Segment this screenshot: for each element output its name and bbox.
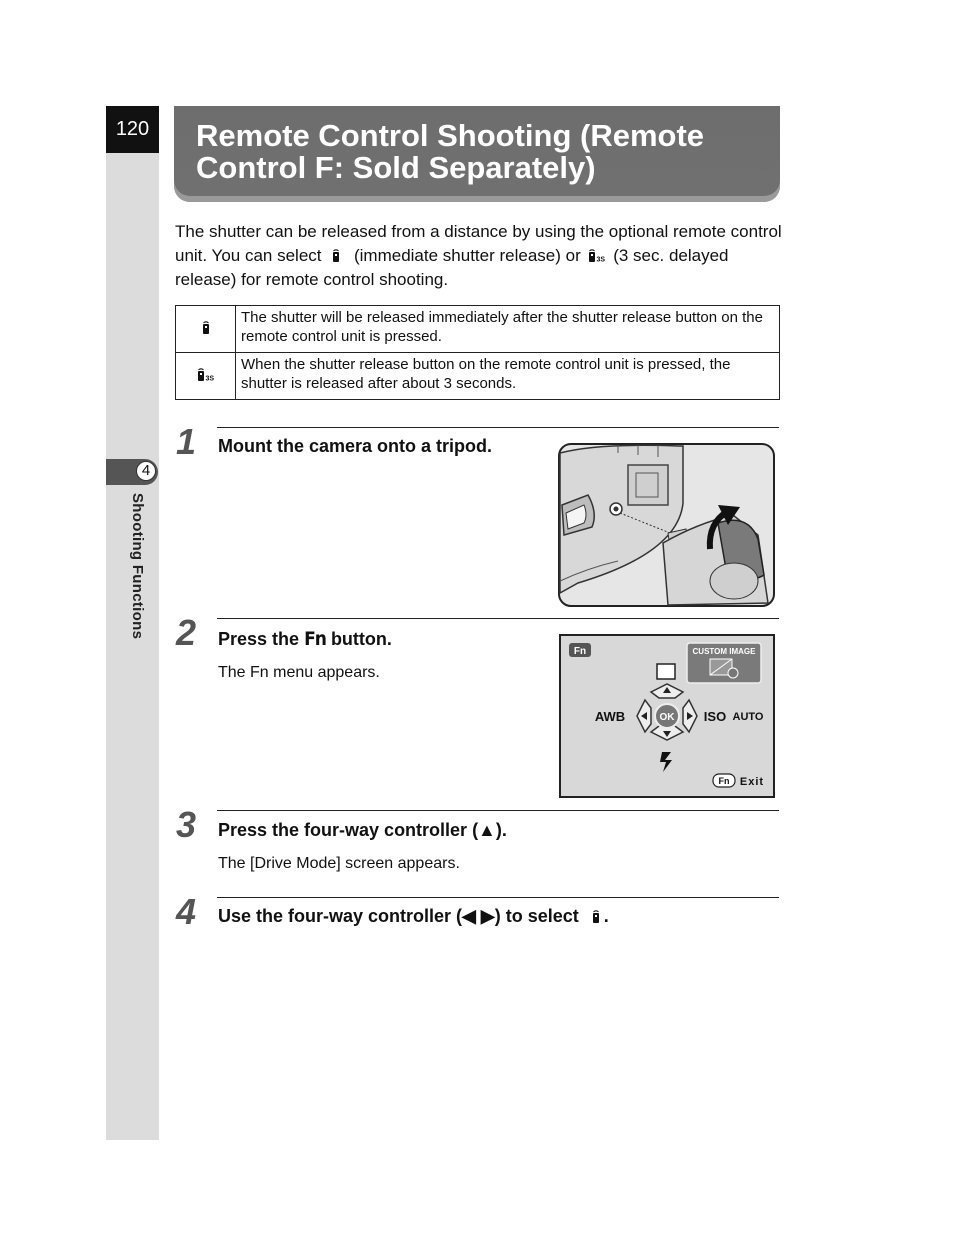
page-number: 120 bbox=[115, 118, 150, 140]
intro-paragraph bbox=[175, 220, 785, 292]
step-title: Use the four-way controller (◀ ▶) to select . bbox=[218, 906, 609, 926]
awb-label: AWB bbox=[594, 709, 626, 724]
title-banner bbox=[174, 106, 780, 202]
page-number-box bbox=[106, 106, 159, 153]
ok-label: OK bbox=[659, 712, 675, 723]
exit-label: Exit bbox=[739, 776, 765, 788]
step-title: Press the four-way controller (▲). bbox=[218, 820, 507, 840]
remote-modes-table bbox=[175, 305, 780, 400]
intro-text-3: (3 sec. delayed release) for remote control shooting. bbox=[175, 246, 729, 289]
table-row bbox=[176, 353, 780, 400]
intro-text-2: (immediate shutter release) or bbox=[353, 246, 581, 265]
svg-text:3S: 3S bbox=[596, 256, 606, 264]
remote-control-icon bbox=[202, 320, 210, 334]
iso-value: AUTO bbox=[732, 711, 764, 723]
camera-tripod-illustration bbox=[558, 443, 775, 607]
chapter-title: Shooting Functions bbox=[129, 493, 146, 640]
remote-control-icon bbox=[332, 248, 340, 262]
step-note: The [Drive Mode] screen appears. bbox=[218, 855, 460, 872]
table-row bbox=[176, 306, 780, 353]
remote-control-3s-icon bbox=[588, 248, 604, 262]
step-divider bbox=[217, 810, 779, 811]
iso-label: ISO bbox=[703, 709, 727, 724]
step-divider bbox=[217, 897, 779, 898]
mode-icon-cell bbox=[176, 353, 236, 400]
fn-key-label: Fn bbox=[304, 628, 326, 650]
step-divider bbox=[217, 618, 779, 619]
step-title: Mount the camera onto a tripod. bbox=[218, 436, 493, 456]
svg-text:3S: 3S bbox=[205, 375, 214, 382]
step-divider bbox=[217, 427, 779, 428]
step-number: 4 bbox=[176, 891, 197, 932]
mode-description: When the shutter release button on the remote control unit is pressed, the shutter is released after about 3 seconds. bbox=[236, 353, 780, 400]
exit-fn-key: Fn bbox=[718, 776, 730, 786]
custom-image-label: CUSTOM IMAGE bbox=[692, 647, 756, 656]
mode-icon-cell bbox=[176, 306, 236, 353]
fn-menu-screen bbox=[559, 634, 775, 798]
mode-description: The shutter will be released immediately after the shutter release button on the remote control unit is pressed. bbox=[236, 306, 780, 353]
step-number: 2 bbox=[176, 612, 197, 653]
step-number: 3 bbox=[176, 804, 197, 845]
chapter-number: 4 bbox=[136, 461, 156, 481]
fn-badge: Fn bbox=[573, 646, 587, 657]
remote-control-icon bbox=[592, 909, 600, 923]
step-title: Press the Fn button. bbox=[218, 628, 392, 650]
step-note: The Fn menu appears. bbox=[218, 664, 380, 681]
intro-text-1: The shutter can be released from a distance by using the optional remote control unit. You can select bbox=[175, 222, 782, 265]
chapter-tab[interactable] bbox=[106, 459, 158, 485]
remote-control-3s-icon bbox=[197, 367, 215, 381]
page-title: Remote Control Shooting (Remote Control F: Sold Separately) bbox=[196, 118, 705, 185]
step-number: 1 bbox=[176, 421, 197, 462]
